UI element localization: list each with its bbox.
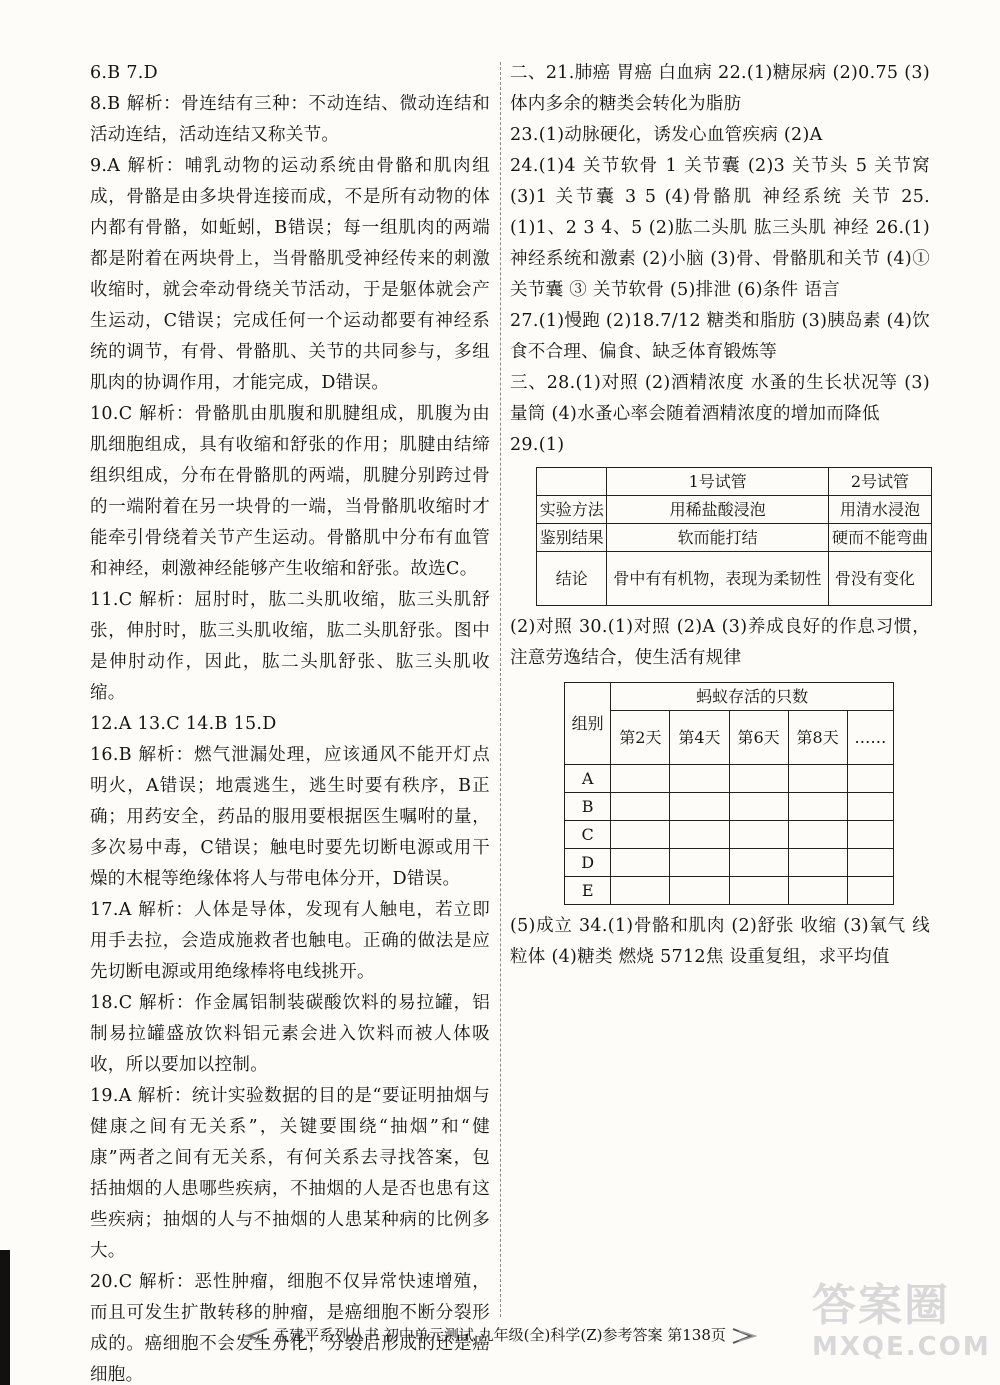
answer-27: 27.(1)慢跑 (2)18.7/12 糖类和脂肪 (3)胰岛素 (4)饮食不合理、偏食、缺乏体育锻炼等 — [510, 311, 930, 362]
table-group: B — [565, 793, 611, 821]
table-cell — [788, 793, 847, 821]
table-day: 第2天 — [611, 711, 670, 765]
watermark — [812, 1280, 992, 1380]
table-row — [537, 496, 932, 524]
table-cell — [729, 849, 788, 877]
answer-24-26: 24.(1)4 关节软骨 1 关节囊 (2)3 关节头 5 关节窝 (3)1 关节囊 3 5 (4)骨骼肌 神经系统 关节 25.(1)1、2 3 4、5 (2)肱二头肌 肱三头肌 神经 26.(1)神经系统和激素 (2)小脑 (3)骨、骨骼肌和关节 (4)① 关节囊 ③ 关节软骨 (5)排泄 (6)条件 语言 — [510, 156, 930, 300]
table-row — [537, 524, 932, 552]
answer-20: 20.C 解析：恶性肿瘤，细胞不仅异常快速增殖，而且可发生扩散转移的肿瘤，是癌细胞不断分裂形成的。癌细胞不会发生分化，分裂后形成的还是癌细胞。 — [90, 1272, 490, 1385]
table-row — [565, 849, 894, 877]
table-33 — [564, 682, 894, 905]
table-cell — [729, 821, 788, 849]
answer-29-label: 29.(1) — [510, 435, 565, 455]
table-cell — [611, 849, 670, 877]
table-header-tube2: 2号试管 — [828, 468, 931, 496]
table-group: C — [565, 821, 611, 849]
table-cell — [788, 821, 847, 849]
table-group: E — [565, 877, 611, 905]
table-cell — [729, 765, 788, 793]
table-row — [565, 821, 894, 849]
table-cell: 结论 — [537, 552, 607, 606]
answer-8: 8.B 解析：骨连结有三种：不动连结、微动连结和活动连结，活动连结又称关节。 — [90, 94, 490, 145]
table-cell — [537, 468, 607, 496]
watermark-title: 答案圈 — [812, 1280, 950, 1331]
footer-text: 孟建平系列丛书 初中单元测试 九年级(全)科学(Z)参考答案 第138页 — [274, 1326, 726, 1344]
answer-23: 23.(1)动脉硬化，诱发心血管疾病 (2)A — [510, 125, 823, 145]
table-day: 第8天 — [788, 711, 847, 765]
table-cell — [847, 793, 893, 821]
table-cell — [788, 765, 847, 793]
table-cell — [670, 765, 729, 793]
answer-29-30: (2)对照 30.(1)对照 (2)A (3)养成良好的作息习惯，注意劳逸结合，使生活有规律 — [510, 617, 930, 668]
table-cell: 用清水浸泡 — [828, 496, 931, 524]
left-column — [90, 58, 490, 1385]
table-cell — [611, 765, 670, 793]
table-row — [565, 683, 894, 711]
table-group: D — [565, 849, 611, 877]
table-cell — [670, 849, 729, 877]
table-group: A — [565, 765, 611, 793]
table-row — [565, 765, 894, 793]
answer-10: 10.C 解析：骨骼肌由肌腹和肌腱组成，肌腹为由肌细胞组成，具有收缩和舒张的作用；肌腱由结缔组织组成，分布在骨骼肌的两端，肌腱分别跨过骨的一端附着在另一块骨的一端，当骨骼肌收缩时才能牵引骨绕着关节产生运动。骨骼肌中分布有血管和神经，刺激神经能够产生收缩和舒张。故选C。 — [90, 404, 490, 579]
answer-28: 三、28.(1)对照 (2)酒精浓度 水蚤的生长状况等 (3)量筒 (4)水蚤心率会随着酒精浓度的增加而降低 — [510, 373, 930, 424]
table-cell: 鉴别结果 — [537, 524, 607, 552]
table-cell: 用稀盐酸浸泡 — [607, 496, 828, 524]
table-cell — [611, 821, 670, 849]
table-day: 第4天 — [670, 711, 729, 765]
table-row — [537, 552, 932, 606]
table-29 — [536, 467, 932, 606]
answer-18: 18.C 解析：作金属铝制装碳酸饮料的易拉罐，铝制易拉罐盛放饮料铝元素会进入饮料而被人体吸收，所以要加以控制。 — [90, 993, 490, 1075]
table-cell — [670, 877, 729, 905]
answer-11: 11.C 解析：屈肘时，肱二头肌收缩，肱三头肌舒张，伸肘时，肱三头肌收缩，肱二头肌舒张。图中是伸肘动作，因此，肱二头肌舒张、肱三头肌收缩。 — [90, 590, 490, 703]
table-day: 第6天 — [729, 711, 788, 765]
table-row — [565, 877, 894, 905]
table-cell — [670, 821, 729, 849]
answer-9: 9.A 解析：哺乳动物的运动系统由骨骼和肌肉组成，骨骼是由多块骨连接而成，不是所有动物的体内都有骨骼，如蚯蚓，B错误；每一组肌肉的两端都是附着在两块骨上，当骨骼肌受神经传来的刺激收缩时，就会牵动骨绕关节活动，于是躯体就会产生运动，C错误；完成任何一个运动都要有神经系统的调节，有骨、骨骼肌、关节的共同参与，多组肌肉的协调作用，才能完成，D错误。 — [90, 156, 490, 393]
table-cell: 骨没有变化 — [828, 552, 931, 606]
answer-19: 19.A 解析：统计实验数据的目的是“要证明抽烟与健康之间有无关系”，关键要围绕“抽烟”和“健康”两者之间有无关系，有何关系去寻找答案，包括抽烟的人患哪些疾病，不抽烟的人是否也患有这些疾病；抽烟的人与不抽烟的人患某种病的比例多大。 — [90, 1086, 490, 1261]
table-header-tube1: 1号试管 — [607, 468, 828, 496]
table-cell — [788, 877, 847, 905]
table-cell — [847, 765, 893, 793]
table-row — [537, 468, 932, 496]
answer-16: 16.B 解析：燃气泄漏处理，应该通风不能开灯点明火，A错误；地震逃生，逃生时要有秩序，B正确；用药安全，药品的服用要根据医生嘱咐的量，多次易中毒，C错误；触电时要先切断电源或用干燥的木棍等绝缘体将人与带电体分开，D错误。 — [90, 745, 490, 889]
table-cell: 骨中有有机物，表现为柔韧性 — [607, 552, 828, 606]
table-cell — [611, 793, 670, 821]
right-ornament-icon — [731, 1327, 757, 1345]
answer-12-15: 12.A 13.C 14.B 15.D — [90, 714, 277, 734]
column-divider — [500, 62, 501, 1317]
table-day: …… — [847, 711, 893, 765]
table-cell: 实验方法 — [537, 496, 607, 524]
answer-6-7: 6.B 7.D — [90, 63, 158, 83]
table-cell — [729, 793, 788, 821]
table-row — [565, 711, 894, 765]
table-cell — [729, 877, 788, 905]
table-cell — [847, 849, 893, 877]
answer-21-22: 二、21.肺癌 胃癌 白血病 22.(1)糖尿病 (2)0.75 (3)体内多余的糖类会转化为脂肪 — [510, 63, 930, 114]
answer-17: 17.A 解析：人体是导体，发现有人触电，若立即用手去拉，会造成施救者也触电。正确的做法是应先切断电源或用绝缘棒将电线挑开。 — [90, 900, 490, 982]
right-column — [510, 58, 930, 973]
left-ornament-icon — [243, 1327, 269, 1345]
table-cell — [847, 821, 893, 849]
table-cell: 硬而不能弯曲 — [828, 524, 931, 552]
table-title: 蚂蚁存活的只数 — [611, 683, 894, 711]
table-group-label: 组别 — [565, 683, 611, 765]
table-cell — [670, 793, 729, 821]
table-cell — [611, 877, 670, 905]
table-row — [565, 793, 894, 821]
page-edge-bar — [0, 1250, 10, 1385]
answer-33-34: (5)成立 34.(1)骨骼和肌肉 (2)舒张 收缩 (3)氧气 线粒体 (4)糖类 燃烧 5712焦 设重复组，求平均值 — [510, 916, 930, 967]
table-cell — [788, 849, 847, 877]
table-cell: 软而能打结 — [607, 524, 828, 552]
table-cell — [847, 877, 893, 905]
watermark-url: MXQE.COM — [812, 1332, 991, 1362]
